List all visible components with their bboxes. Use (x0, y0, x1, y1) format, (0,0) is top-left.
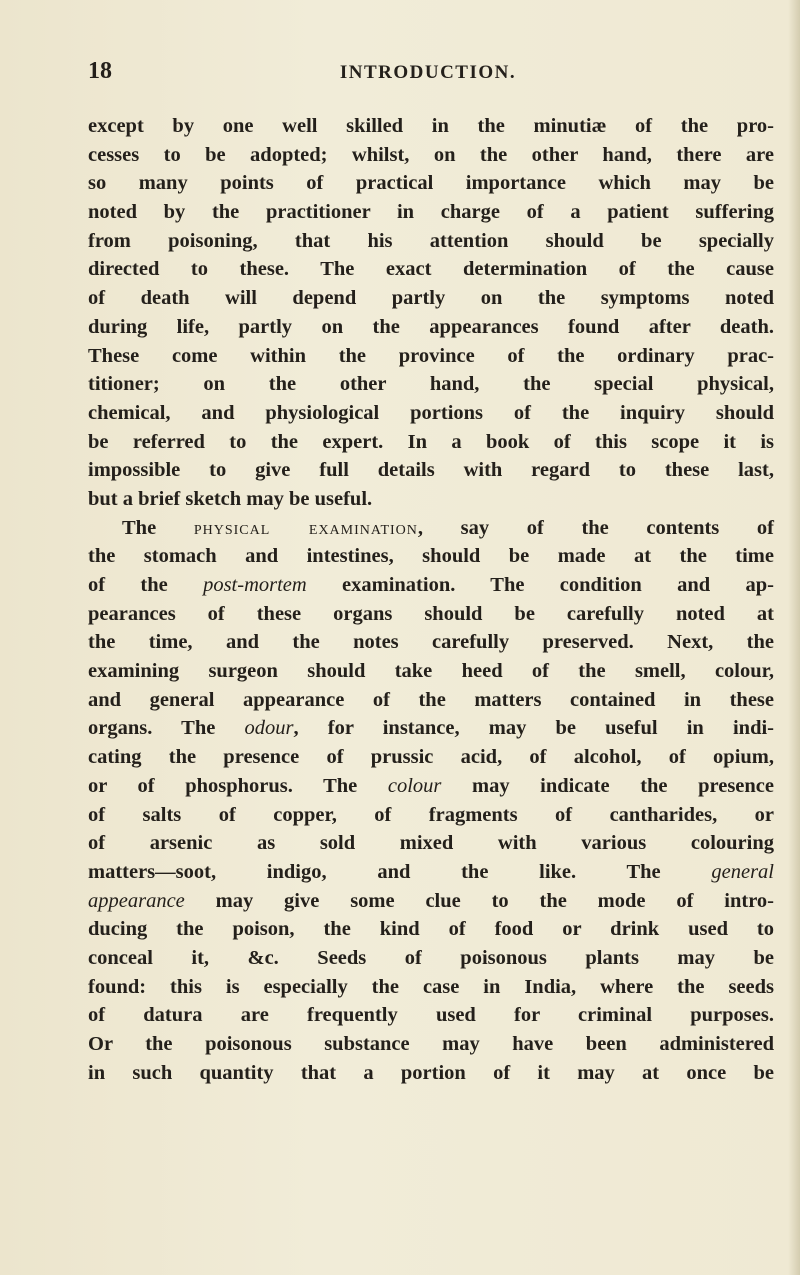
text-line: and general appearance of the matters contained in these (88, 688, 774, 711)
small-caps-heading: physical examination (193, 516, 418, 539)
text-run: may indicate the presence (441, 774, 775, 797)
italic-term: post-mortem (203, 574, 307, 596)
body-text (88, 112, 774, 1087)
text-run: or of phosphorus. The (88, 774, 388, 797)
text-line: of arsenic as sold mixed with various colouring (88, 832, 774, 855)
italic-term: appearance (88, 889, 185, 912)
text-line: be referred to the expert. In a book of this scope it is (88, 430, 774, 453)
text-line: pearances of these organs should be carefully noted at (88, 602, 774, 625)
text-line: the time, and the notes carefully preserved. Next, the (88, 631, 774, 654)
text-line: of salts of copper, of fragments of cantharides, or (88, 803, 774, 826)
page-edge-shadow (788, 0, 800, 1275)
text-run: , for instance, may be useful in indi- (293, 717, 774, 740)
text-run: of the (88, 574, 204, 596)
text-line: during life, partly on the appearances found after death. (88, 315, 774, 338)
text-line (88, 772, 774, 801)
text-line: conceal it, &c. Seeds of poisonous plants may be (88, 946, 774, 969)
text-line: except by one well skilled in the minutiæ of the pro- (88, 115, 774, 137)
text-run: matters—soot, indigo, and the like. The (88, 860, 712, 883)
text-line: noted by the practitioner in charge of a patient suffering (88, 201, 774, 224)
text-line: Or the poisonous substance may have been administered (88, 1033, 774, 1055)
text-line (88, 714, 774, 743)
text-line: chemical, and physiological portions of the inquiry should (88, 401, 774, 424)
running-title: INTRODUCTION. (339, 62, 517, 83)
text-line: but a brief sketch may be useful. (88, 487, 373, 510)
text-line: found: this is especially the case in India, where the seeds (88, 975, 774, 998)
text-line: examining surgeon should take heed of the smell, colour, (88, 660, 774, 683)
text-line (88, 858, 774, 887)
text-line: ducing the poison, the kind of food or drink used to (88, 918, 774, 941)
italic-term: colour (387, 774, 442, 797)
text-run: , say of the contents of (417, 516, 774, 539)
text-line: from poisoning, that his attention should be specially (88, 229, 774, 252)
text-line: cating the presence of prussic acid, of alcohol, of opium, (88, 746, 774, 769)
text-line: cesses to be adopted; whilst, on the other hand, there are (88, 143, 774, 166)
text-line: impossible to give full details with regard to these last, (88, 459, 774, 482)
text-line: so many points of practical importance which may be (88, 172, 774, 195)
paragraph-start-line (88, 514, 774, 543)
italic-term: general (711, 860, 774, 883)
text-line (88, 571, 774, 600)
text-run: examination. The condition and ap- (306, 574, 774, 596)
text-line: These come within the province of the ordinary prac- (88, 344, 774, 367)
text-line: the stomach and intestines, should be made at the time (88, 545, 774, 568)
text-line: titioner; on the other hand, the special physical, (88, 373, 774, 396)
text-run: may give some clue to the mode of intro- (184, 889, 774, 912)
page-header (88, 58, 768, 88)
page-number: 18 (88, 58, 112, 84)
text-line: of death will depend partly on the symptoms noted (88, 287, 774, 310)
text-run: organs. The (88, 717, 245, 740)
text-run: The (122, 516, 194, 539)
text-line (88, 887, 774, 916)
text-line: in such quantity that a portion of it may at once be (88, 1061, 774, 1084)
text-line: of datura are frequently used for criminal purposes. (88, 1004, 774, 1027)
italic-term: odour (244, 717, 294, 740)
text-line: directed to these. The exact determination of the cause (88, 258, 774, 281)
